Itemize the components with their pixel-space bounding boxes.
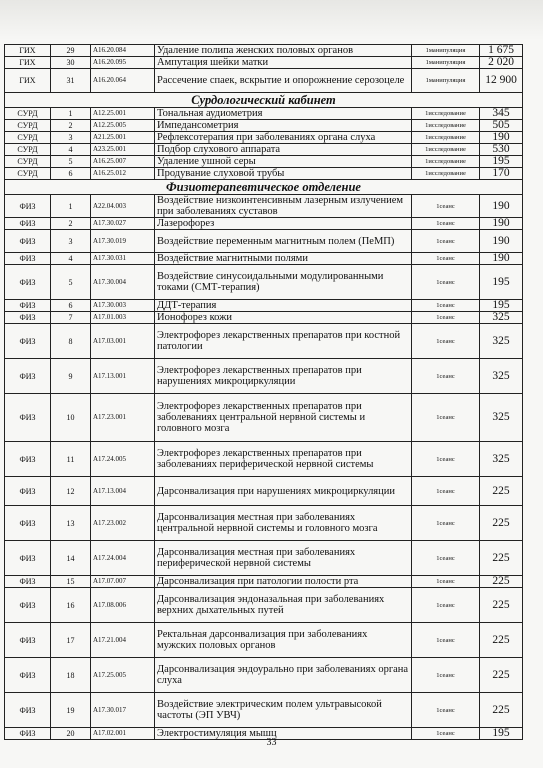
unit-cell: 1исследование (412, 120, 480, 132)
dept-cell: ФИЗ (5, 230, 51, 253)
section-heading-physiotherapy: Физиотерапевтическое отделение (5, 180, 523, 195)
service-name-cell: Электрофорез лекарственных препаратов при заболеваниях периферической нервной системы (155, 442, 412, 477)
price-cell: 190 (480, 253, 523, 265)
dept-cell: СУРД (5, 156, 51, 168)
dept-cell: СУРД (5, 120, 51, 132)
unit-cell: 1сеанс (412, 693, 480, 728)
unit-cell: 1сеанс (412, 728, 480, 740)
unit-cell: 1исследование (412, 132, 480, 144)
number-cell: 13 (51, 506, 91, 541)
price-cell: 225 (480, 588, 523, 623)
table-row (5, 312, 523, 324)
unit-cell: 1сеанс (412, 253, 480, 265)
table-row (5, 324, 523, 359)
unit-cell: 1сеанс (412, 324, 480, 359)
price-cell: 190 (480, 132, 523, 144)
table-row (5, 658, 523, 693)
table-row (5, 359, 523, 394)
price-table-body (5, 45, 523, 740)
code-cell: A17.24.005 (91, 442, 155, 477)
code-cell: A17.13.004 (91, 477, 155, 506)
code-cell: A17.07.007 (91, 576, 155, 588)
number-cell: 3 (51, 230, 91, 253)
code-cell: A17.02.001 (91, 728, 155, 740)
table-row (5, 218, 523, 230)
number-cell: 4 (51, 144, 91, 156)
service-name-cell: Удаление полипа женских половых органов (155, 45, 412, 57)
price-cell: 225 (480, 576, 523, 588)
dept-cell: ФИЗ (5, 300, 51, 312)
unit-cell: 1сеанс (412, 300, 480, 312)
unit-cell: 1сеанс (412, 477, 480, 506)
price-cell: 225 (480, 541, 523, 576)
table-row (5, 168, 523, 180)
service-name-cell: Ионофорез кожи (155, 312, 412, 324)
unit-cell: 1сеанс (412, 588, 480, 623)
code-cell: A17.24.004 (91, 541, 155, 576)
service-name-cell: Дарсонвализация эндоурально при заболеваниях органа слуха (155, 658, 412, 693)
table-row (5, 576, 523, 588)
price-cell: 225 (480, 623, 523, 658)
dept-cell: ФИЗ (5, 265, 51, 300)
unit-cell: 1исследование (412, 156, 480, 168)
number-cell: 1 (51, 108, 91, 120)
service-name-cell: Дарсонвализация местная при заболеваниях периферической нервной системы (155, 541, 412, 576)
table-row (5, 120, 523, 132)
unit-cell: 1сеанс (412, 541, 480, 576)
dept-cell: ФИЗ (5, 541, 51, 576)
code-cell: A22.04.003 (91, 195, 155, 218)
number-cell: 18 (51, 658, 91, 693)
price-cell: 345 (480, 108, 523, 120)
code-cell: A17.01.003 (91, 312, 155, 324)
table-row (5, 195, 523, 218)
table-row (5, 144, 523, 156)
code-cell: A17.30.004 (91, 265, 155, 300)
service-name-cell: Дарсонвализация при нарушениях микроциркуляции (155, 477, 412, 506)
service-name-cell: Ректальная дарсонвализация при заболеваниях мужских половых органов (155, 623, 412, 658)
service-name-cell: Воздействие переменным магнитным полем (ПеМП) (155, 230, 412, 253)
dept-cell: ФИЗ (5, 693, 51, 728)
code-cell: A16.25.007 (91, 156, 155, 168)
dept-cell: ФИЗ (5, 442, 51, 477)
table-row (5, 300, 523, 312)
dept-cell: ФИЗ (5, 506, 51, 541)
service-name-cell: Электрофорез лекарственных препаратов при нарушениях микроциркуляции (155, 359, 412, 394)
service-name-cell: Воздействие электрическим полем ультравысокой частоты (ЭП УВЧ) (155, 693, 412, 728)
price-cell: 325 (480, 394, 523, 442)
number-cell: 5 (51, 156, 91, 168)
unit-cell: 1исследование (412, 144, 480, 156)
number-cell: 10 (51, 394, 91, 442)
table-row (5, 253, 523, 265)
number-cell: 2 (51, 218, 91, 230)
number-cell: 15 (51, 576, 91, 588)
service-name-cell: Импедансометрия (155, 120, 412, 132)
price-cell: 1 675 (480, 45, 523, 57)
unit-cell: 1сеанс (412, 265, 480, 300)
table-row (5, 132, 523, 144)
number-cell: 6 (51, 168, 91, 180)
dept-cell: ФИЗ (5, 728, 51, 740)
dept-cell: ФИЗ (5, 477, 51, 506)
service-name-cell: Дарсонвализация при патологии полости рта (155, 576, 412, 588)
code-cell: A16.20.064 (91, 69, 155, 93)
code-cell: A21.25.001 (91, 132, 155, 144)
unit-cell: 1манипуляция (412, 45, 480, 57)
code-cell: A17.30.019 (91, 230, 155, 253)
service-name-cell: ДДТ-терапия (155, 300, 412, 312)
service-name-cell: Продувание слуховой трубы (155, 168, 412, 180)
service-name-cell: Воздействие магнитными полями (155, 253, 412, 265)
dept-cell: СУРД (5, 108, 51, 120)
price-cell: 530 (480, 144, 523, 156)
table-row (5, 230, 523, 253)
price-cell: 2 020 (480, 57, 523, 69)
page-number: 33 (266, 737, 277, 748)
number-cell: 5 (51, 265, 91, 300)
table-row (5, 693, 523, 728)
dept-cell: ФИЗ (5, 394, 51, 442)
price-cell: 225 (480, 477, 523, 506)
table-row (5, 477, 523, 506)
code-cell: A23.25.001 (91, 144, 155, 156)
price-cell: 190 (480, 218, 523, 230)
unit-cell: 1сеанс (412, 394, 480, 442)
unit-cell: 1сеанс (412, 230, 480, 253)
price-cell: 195 (480, 265, 523, 300)
number-cell: 4 (51, 253, 91, 265)
number-cell: 9 (51, 359, 91, 394)
dept-cell: ФИЗ (5, 253, 51, 265)
service-name-cell: Воздействие низкоинтенсивным лазерным излучением при заболеваниях суставов (155, 195, 412, 218)
code-cell: A17.21.004 (91, 623, 155, 658)
price-cell: 225 (480, 658, 523, 693)
service-name-cell: Лазерофорез (155, 218, 412, 230)
unit-cell: 1исследование (412, 108, 480, 120)
unit-cell: 1исследование (412, 168, 480, 180)
price-cell: 325 (480, 359, 523, 394)
code-cell: A16.20.095 (91, 57, 155, 69)
table-row (5, 623, 523, 658)
price-cell: 225 (480, 506, 523, 541)
dept-cell: ГИХ (5, 69, 51, 93)
section-row (5, 93, 523, 108)
number-cell: 11 (51, 442, 91, 477)
price-cell: 195 (480, 728, 523, 740)
code-cell: A17.23.001 (91, 394, 155, 442)
price-cell: 190 (480, 230, 523, 253)
price-cell: 195 (480, 156, 523, 168)
number-cell: 29 (51, 45, 91, 57)
unit-cell: 1сеанс (412, 576, 480, 588)
service-name-cell: Тональная аудиометрия (155, 108, 412, 120)
code-cell: A12.25.005 (91, 120, 155, 132)
table-row (5, 541, 523, 576)
unit-cell: 1сеанс (412, 658, 480, 693)
unit-cell: 1сеанс (412, 506, 480, 541)
service-name-cell: Воздействие синусоидальными модулированными токами (СМТ-терапия) (155, 265, 412, 300)
unit-cell: 1сеанс (412, 312, 480, 324)
price-table (4, 44, 523, 740)
table-row (5, 394, 523, 442)
code-cell: A17.13.001 (91, 359, 155, 394)
section-row (5, 180, 523, 195)
unit-cell: 1сеанс (412, 359, 480, 394)
unit-cell: 1сеанс (412, 218, 480, 230)
table-row (5, 45, 523, 57)
dept-cell: ФИЗ (5, 218, 51, 230)
code-cell: A16.25.012 (91, 168, 155, 180)
service-name-cell: Ампутация шейки матки (155, 57, 412, 69)
unit-cell: 1сеанс (412, 195, 480, 218)
number-cell: 20 (51, 728, 91, 740)
price-cell: 325 (480, 324, 523, 359)
dept-cell: СУРД (5, 168, 51, 180)
price-cell: 225 (480, 693, 523, 728)
code-cell: A17.25.005 (91, 658, 155, 693)
dept-cell: ФИЗ (5, 324, 51, 359)
service-name-cell: Рефлексотерапия при заболеваниях органа слуха (155, 132, 412, 144)
code-cell: A12.25.001 (91, 108, 155, 120)
code-cell: A17.23.002 (91, 506, 155, 541)
table-row (5, 265, 523, 300)
table-row (5, 108, 523, 120)
number-cell: 14 (51, 541, 91, 576)
table-row (5, 506, 523, 541)
price-cell: 190 (480, 195, 523, 218)
number-cell: 17 (51, 623, 91, 658)
unit-cell: 1манипуляция (412, 57, 480, 69)
table-row (5, 69, 523, 93)
dept-cell: СУРД (5, 132, 51, 144)
service-name-cell: Электрофорез лекарственных препаратов при костной патологии (155, 324, 412, 359)
dept-cell: ГИХ (5, 57, 51, 69)
service-name-cell: Рассечение спаек, вскрытие и опорожнение серозоцеле (155, 69, 412, 93)
table-row (5, 588, 523, 623)
unit-cell: 1сеанс (412, 442, 480, 477)
table-row (5, 442, 523, 477)
dept-cell: СУРД (5, 144, 51, 156)
code-cell: A17.30.017 (91, 693, 155, 728)
scan-shadow (0, 0, 543, 40)
service-name-cell: Удаление ушной серы (155, 156, 412, 168)
dept-cell: ФИЗ (5, 312, 51, 324)
service-name-cell: Дарсонвализация местная при заболеваниях центральной нервной системы и головного мозга (155, 506, 412, 541)
code-cell: A17.08.006 (91, 588, 155, 623)
service-name-cell: Дарсонвализация эндоназальная при заболеваниях верхних дыхательных путей (155, 588, 412, 623)
unit-cell: 1манипуляция (412, 69, 480, 93)
number-cell: 16 (51, 588, 91, 623)
number-cell: 7 (51, 312, 91, 324)
code-cell: A17.30.003 (91, 300, 155, 312)
price-cell: 325 (480, 312, 523, 324)
dept-cell: ФИЗ (5, 658, 51, 693)
section-heading-surdology: Сурдологический кабинет (5, 93, 523, 108)
dept-cell: ФИЗ (5, 576, 51, 588)
dept-cell: ГИХ (5, 45, 51, 57)
service-name-cell: Электростимуляция мышц (155, 728, 412, 740)
dept-cell: ФИЗ (5, 195, 51, 218)
code-cell: A17.30.031 (91, 253, 155, 265)
price-cell: 505 (480, 120, 523, 132)
code-cell: A17.30.027 (91, 218, 155, 230)
dept-cell: ФИЗ (5, 623, 51, 658)
unit-cell: 1сеанс (412, 623, 480, 658)
table-row (5, 57, 523, 69)
price-cell: 12 900 (480, 69, 523, 93)
number-cell: 31 (51, 69, 91, 93)
service-name-cell: Подбор слухового аппарата (155, 144, 412, 156)
number-cell: 2 (51, 120, 91, 132)
code-cell: A17.03.001 (91, 324, 155, 359)
number-cell: 19 (51, 693, 91, 728)
number-cell: 30 (51, 57, 91, 69)
price-cell: 195 (480, 300, 523, 312)
number-cell: 6 (51, 300, 91, 312)
price-cell: 170 (480, 168, 523, 180)
number-cell: 1 (51, 195, 91, 218)
price-cell: 325 (480, 442, 523, 477)
table-row (5, 156, 523, 168)
service-name-cell: Электрофорез лекарственных препаратов при заболеваниях центральной нервной системы и головного мозга (155, 394, 412, 442)
number-cell: 3 (51, 132, 91, 144)
number-cell: 8 (51, 324, 91, 359)
number-cell: 12 (51, 477, 91, 506)
dept-cell: ФИЗ (5, 359, 51, 394)
dept-cell: ФИЗ (5, 588, 51, 623)
code-cell: A16.20.084 (91, 45, 155, 57)
